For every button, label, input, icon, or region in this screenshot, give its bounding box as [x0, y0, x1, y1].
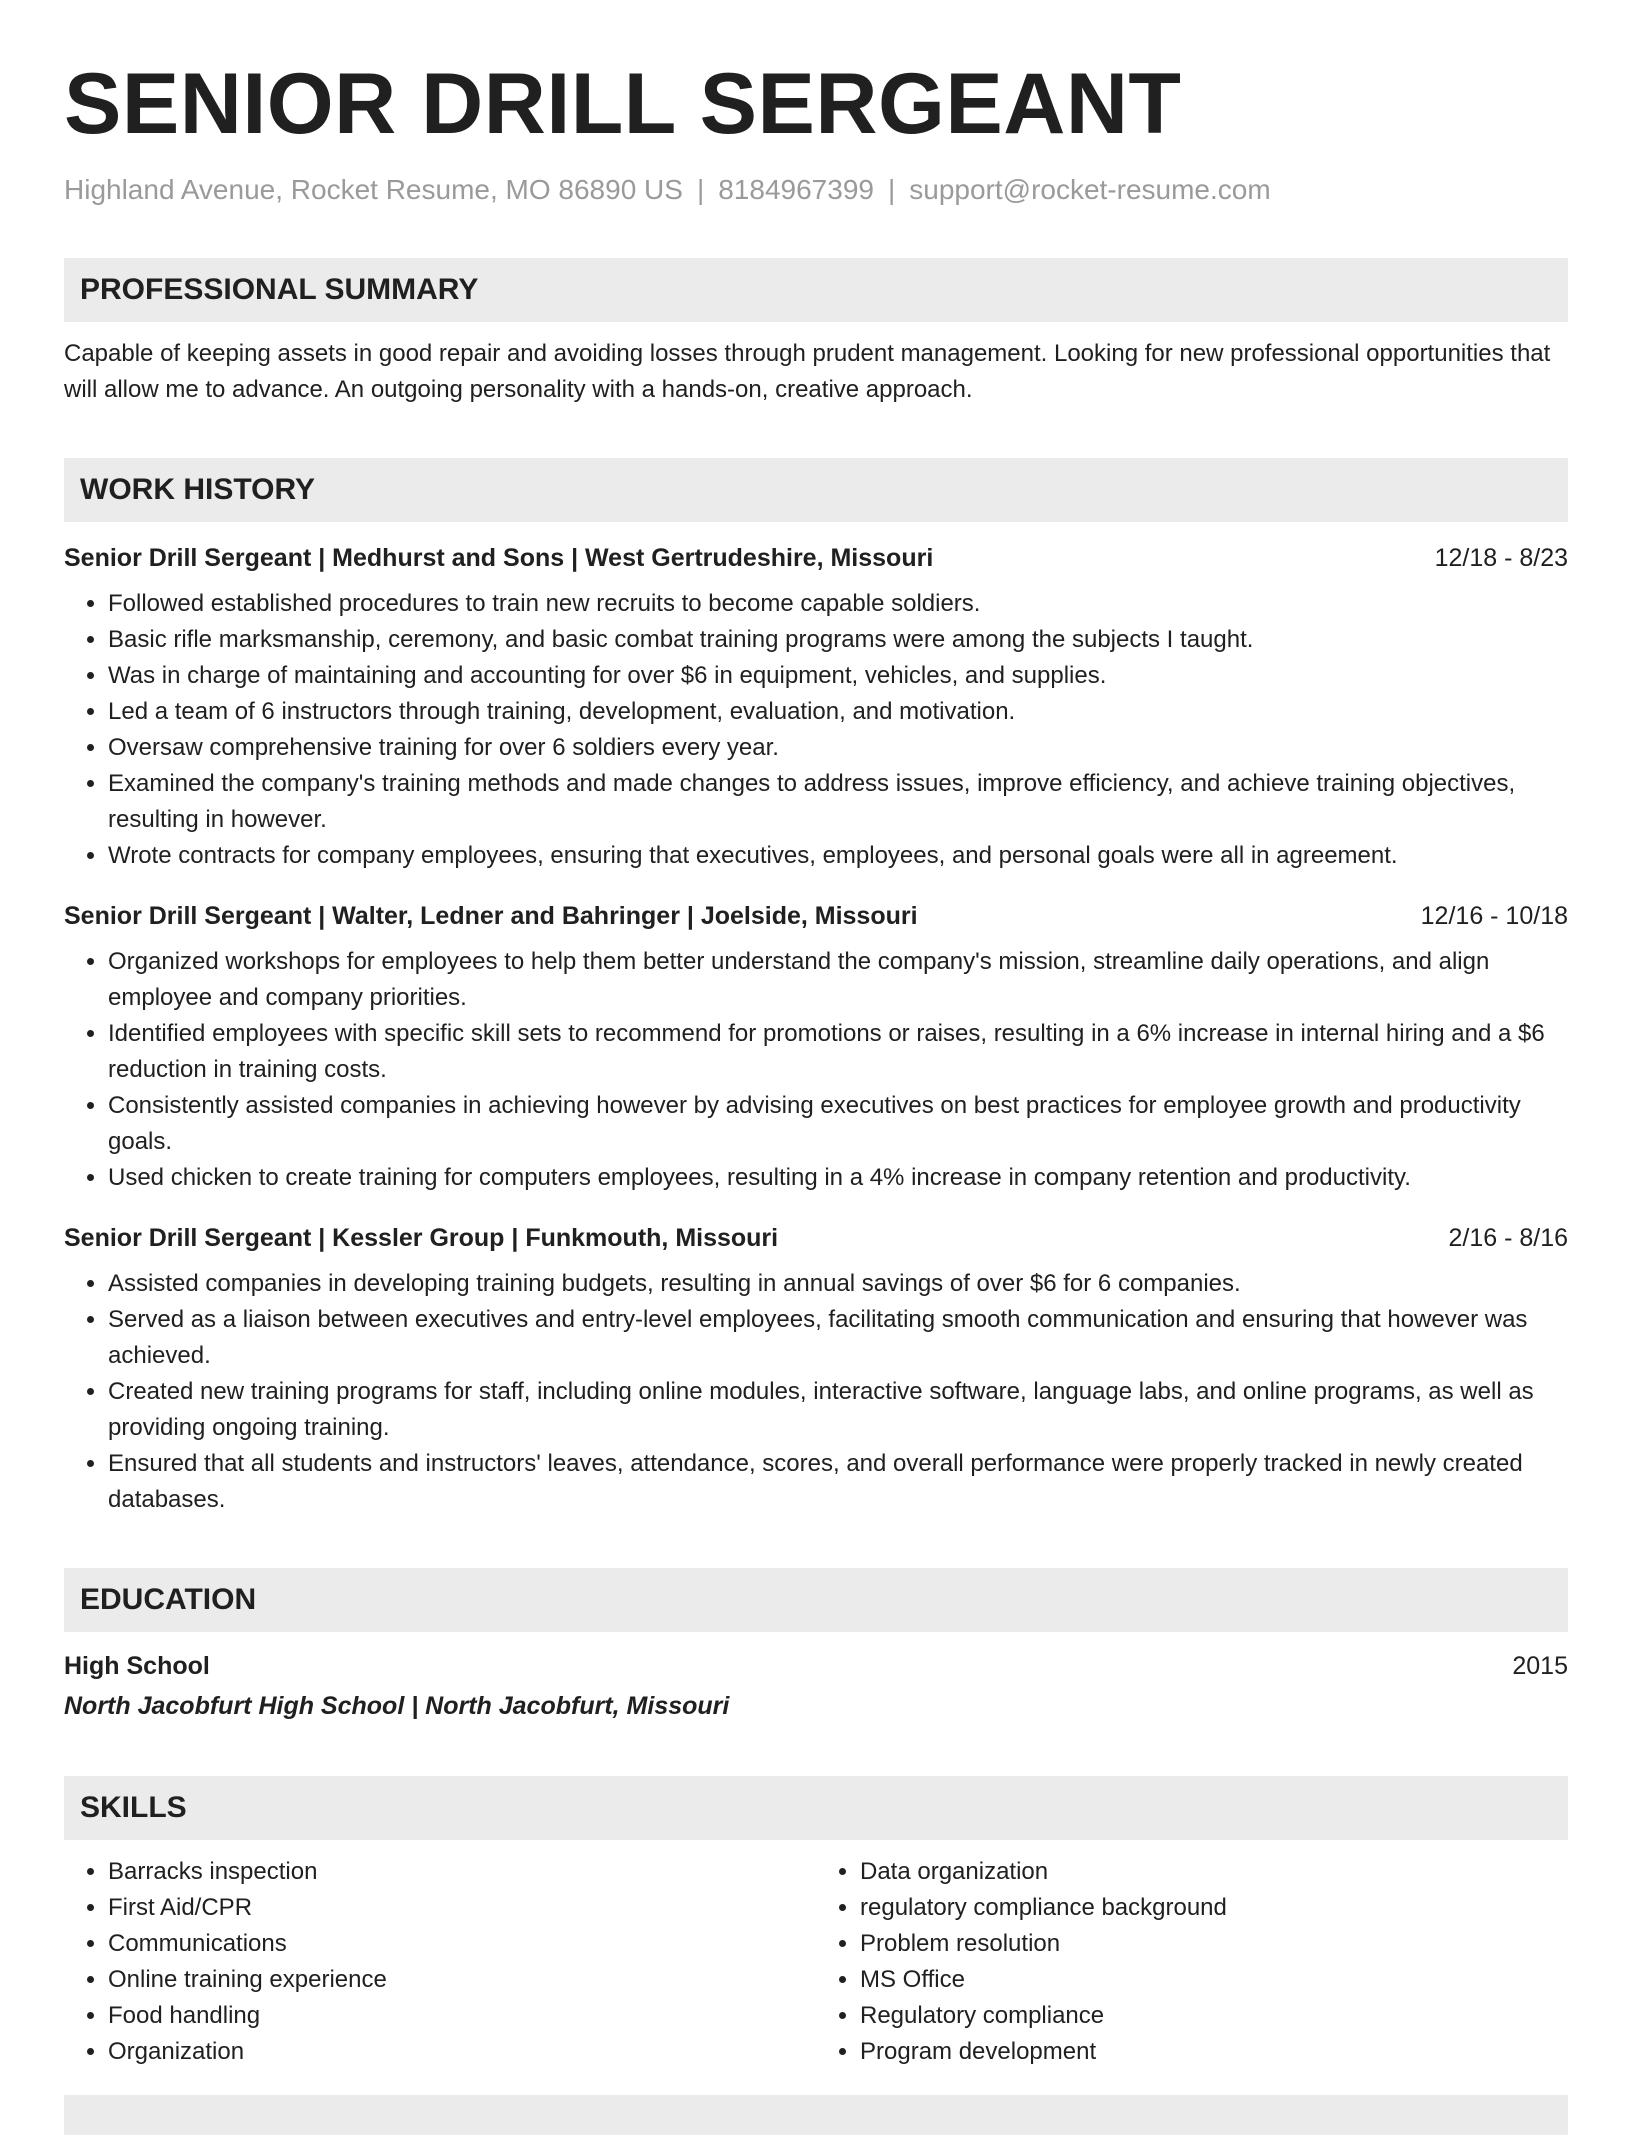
- education-heading: EDUCATION: [64, 1568, 1568, 1632]
- job-bullet: • Oversaw comprehensive training for over 6 soldiers every year.: [108, 730, 1568, 766]
- contact-line: [64, 172, 1568, 208]
- education-row: [64, 1646, 1568, 1686]
- job-bullet: • Followed established procedures to train new recruits to become capable soldiers.: [108, 586, 1568, 622]
- skills-column-right: [816, 1854, 1568, 2070]
- skill-item: • regulatory compliance background: [860, 1890, 1568, 1926]
- education-degree: High School: [64, 1652, 210, 1680]
- job-entry: [64, 1216, 1568, 1518]
- skill-item: • Communications: [108, 1926, 816, 1962]
- contact-separator: |: [696, 174, 705, 205]
- job-bullets: [64, 944, 1568, 1196]
- job-entry: [64, 894, 1568, 1196]
- job-bullets: [64, 1266, 1568, 1518]
- job-dates: 2/16 - 8/16: [1448, 1224, 1568, 1252]
- skills-heading: SKILLS: [64, 1776, 1568, 1840]
- skill-item: • Problem resolution: [860, 1926, 1568, 1962]
- contact-address: Highland Avenue, Rocket Resume, MO 86890 US: [64, 174, 683, 205]
- job-dates: 12/18 - 8/23: [1434, 544, 1568, 572]
- skill-item: • Data organization: [860, 1854, 1568, 1890]
- job-bullets: [64, 586, 1568, 874]
- job-dates: 12/16 - 10/18: [1420, 902, 1568, 930]
- education-school: North Jacobfurt High School | North Jacobfurt, Missouri: [64, 1692, 730, 1720]
- skill-item: • Regulatory compliance: [860, 1998, 1568, 2034]
- skills-list: [64, 1854, 1568, 2070]
- summary-text: Capable of keeping assets in good repair and avoiding losses through prudent management. Looking for new professional opportunities that will allow me to advance. An outgoing personality with a hands-on, creative approach.: [64, 340, 1551, 403]
- job-bullet: • Was in charge of maintaining and accounting for over $6 in equipment, vehicles, and supplies.: [108, 658, 1568, 694]
- skill-item: • Organization: [108, 2034, 816, 2070]
- skill-item: • MS Office: [860, 1962, 1568, 1998]
- work-history-heading: WORK HISTORY: [64, 458, 1568, 522]
- contact-phone: 8184967399: [718, 174, 874, 205]
- skill-item: • First Aid/CPR: [108, 1890, 816, 1926]
- contact-email: support@rocket-resume.com: [909, 174, 1271, 205]
- job-bullet: • Consistently assisted companies in achieving however by advising executives on best practices for employee growth and productivity goals.: [108, 1088, 1568, 1160]
- job-bullet: • Basic rifle marksmanship, ceremony, and basic combat training programs were among the subjects I taught.: [108, 622, 1568, 658]
- job-entry: [64, 536, 1568, 874]
- skill-item: • Online training experience: [108, 1962, 816, 1998]
- job-title: Senior Drill Sergeant | Kessler Group | Funkmouth, Missouri: [64, 1224, 779, 1252]
- skills-column-left: [64, 1854, 816, 2070]
- contact-separator: |: [887, 174, 896, 205]
- job-bullet: • Assisted companies in developing training budgets, resulting in annual savings of over $6 for 6 companies.: [108, 1266, 1568, 1302]
- summary-heading: PROFESSIONAL SUMMARY: [64, 258, 1568, 322]
- job-bullet: • Served as a liaison between executives and entry-level employees, facilitating smooth communication and ensuring that however was achieved.: [108, 1302, 1568, 1374]
- skill-item: • Barracks inspection: [108, 1854, 816, 1890]
- job-bullet: • Ensured that all students and instructors' leaves, attendance, scores, and overall performance were properly tracked in newly created databases.: [108, 1446, 1568, 1518]
- job-title: Senior Drill Sergeant | Walter, Ledner and Bahringer | Joelside, Missouri: [64, 902, 918, 930]
- resume-page: [64, 0, 1568, 2070]
- education-entry: [64, 1646, 1568, 1726]
- next-section-heading-bar: [64, 2095, 1568, 2135]
- job-header: [64, 894, 1568, 938]
- skill-item: • Program development: [860, 2034, 1568, 2070]
- job-bullet: • Created new training programs for staff, including online modules, interactive software, language labs, and online programs, as well as providing ongoing training.: [108, 1374, 1568, 1446]
- job-bullet: • Led a team of 6 instructors through training, development, evaluation, and motivation.: [108, 694, 1568, 730]
- job-header: [64, 1216, 1568, 1260]
- job-bullet: • Examined the company's training methods and made changes to address issues, improve efficiency, and achieve training objectives, resulting in however.: [108, 766, 1568, 838]
- skill-item: • Food handling: [108, 1998, 816, 2034]
- job-bullet: • Identified employees with specific skill sets to recommend for promotions or raises, resulting in a 6% increase in internal hiring and a $6 reduction in training costs.: [108, 1016, 1568, 1088]
- job-header: [64, 536, 1568, 580]
- education-year: 2015: [1512, 1652, 1568, 1680]
- job-title: Senior Drill Sergeant | Medhurst and Sons | West Gertrudeshire, Missouri: [64, 544, 934, 572]
- resume-name: SENIOR DRILL SERGEANT: [64, 56, 1182, 152]
- job-bullet: • Wrote contracts for company employees, ensuring that executives, employees, and personal goals were all in agreement.: [108, 838, 1568, 874]
- job-bullet: • Organized workshops for employees to help them better understand the company's mission, streamline daily operations, and align employee and company priorities.: [108, 944, 1568, 1016]
- job-bullet: • Used chicken to create training for computers employees, resulting in a 4% increase in company retention and productivity.: [108, 1160, 1568, 1196]
